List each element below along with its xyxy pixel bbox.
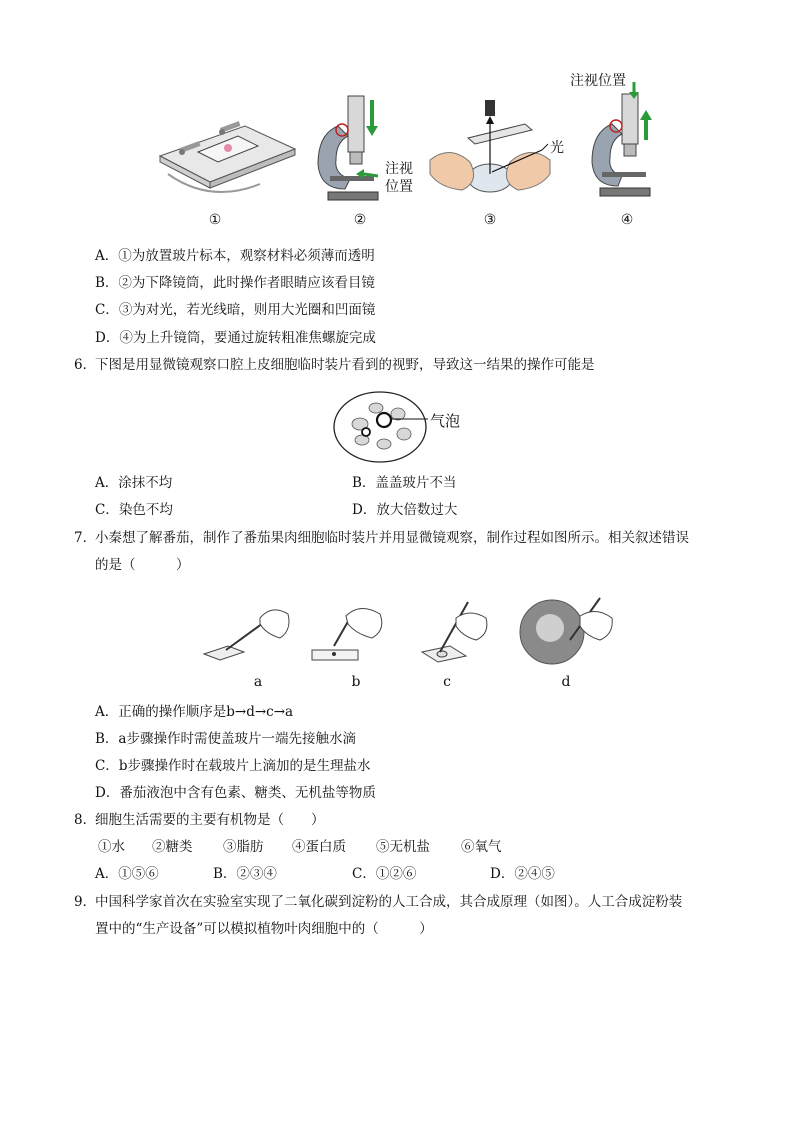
microscope-lowering-illustration	[318, 96, 378, 200]
q7-number: 7．	[74, 530, 97, 546]
step-label-b: b	[351, 674, 361, 690]
figure-label-3: ③	[483, 212, 497, 228]
q6-number: 6．	[74, 357, 97, 373]
fig2-annotation-line1: 注视	[385, 161, 413, 177]
q5-option-d: D．④为上升镜筒，要通过旋转粗准焦螺旋完成	[95, 330, 376, 346]
q8-item-6: ⑥氧气	[461, 839, 502, 855]
bubble-label: 气泡	[430, 412, 461, 430]
q7-option-a: A．正确的操作顺序是b→d→c→a	[95, 704, 294, 720]
fig3-annotation: 光	[550, 140, 564, 156]
light-adjust-illustration	[430, 100, 550, 192]
step-b-illustration	[312, 608, 382, 660]
q8-option-b: B．②③④	[213, 866, 277, 882]
q6-stem: 下图是用显微镜观察口腔上皮细胞临时装片看到的视野，导致这一结果的操作可能是	[95, 357, 595, 373]
q8-item-4: ④蛋白质	[292, 839, 346, 855]
q7-stem-line2: 的是（ ）	[95, 557, 190, 573]
q8-item-2: ②糖类	[152, 839, 193, 855]
q6-option-b: B．盖盖玻片不当	[352, 475, 457, 491]
microscope-operations-figure	[150, 64, 670, 234]
q9-number: 9．	[74, 894, 97, 910]
q7-stem-line1: 小秦想了解番茄，制作了番茄果肉细胞临时装片并用显微镜观察，制作过程如图所示。相关叙述错误	[95, 530, 689, 546]
q7-option-b: B．a步骤操作时需使盖玻片一端先接触水滴	[95, 731, 356, 747]
q6-option-d: D．放大倍数过大	[352, 502, 458, 518]
microscope-raising-illustration	[592, 82, 652, 196]
q5-option-a: A．①为放置玻片标本，观察材料必须薄而透明	[95, 248, 375, 264]
step-c-illustration	[422, 602, 487, 662]
step-a-illustration	[204, 610, 289, 660]
q8-item-3: ③脂肪	[223, 839, 264, 855]
step-d-illustration	[520, 598, 612, 664]
q5-option-c: C．③为对光，若光线暗，则用大光圈和凹面镜	[95, 302, 376, 318]
q9-stem-line2: 置中的“生产设备”可以模拟植物叶肉细胞中的（ ）	[95, 921, 433, 937]
q7-procedure-figure	[200, 590, 620, 690]
q6-option-c: C．染色不均	[95, 502, 173, 518]
q9-stem-line1: 中国科学家首次在实验室实现了二氧化碳到淀粉的人工合成，其合成原理（如图）。人工合成淀粉装	[95, 894, 683, 910]
q8-stem: 细胞生活需要的主要有机物是（ ）	[95, 812, 325, 828]
q7-option-d: D．番茄液泡中含有色素、糖类、无机盐等物质	[95, 785, 376, 801]
figure-label-2: ②	[353, 212, 367, 228]
q8-item-5: ⑤无机盐	[376, 839, 430, 855]
fig2-annotation	[385, 160, 413, 196]
stage-slide-illustration	[160, 121, 295, 192]
step-label-a: a	[253, 674, 263, 690]
q6-microscope-view-figure	[332, 390, 482, 464]
q5-option-b: B．②为下降镜筒，此时操作者眼睛应该看目镜	[95, 275, 375, 291]
q8-option-c: C．①②⑥	[352, 866, 417, 882]
q8-option-d: D．②④⑤	[490, 866, 555, 882]
q6-option-a: A．涂抹不均	[95, 475, 173, 491]
figure-label-4: ④	[620, 212, 634, 228]
step-label-c: c	[443, 674, 451, 690]
fig4-annotation: 注视位置	[570, 73, 626, 89]
q8-number: 8．	[74, 812, 97, 828]
fig2-annotation-line2: 位置	[385, 179, 413, 195]
q8-option-a: A．①⑤⑥	[95, 866, 159, 882]
step-label-d: d	[561, 674, 571, 690]
figure-label-1: ①	[208, 212, 222, 228]
q7-option-c: C．b步骤操作时在载玻片上滴加的是生理盐水	[95, 758, 371, 774]
q8-item-1: ①水	[98, 839, 125, 855]
tomato-slide-steps	[200, 590, 620, 670]
